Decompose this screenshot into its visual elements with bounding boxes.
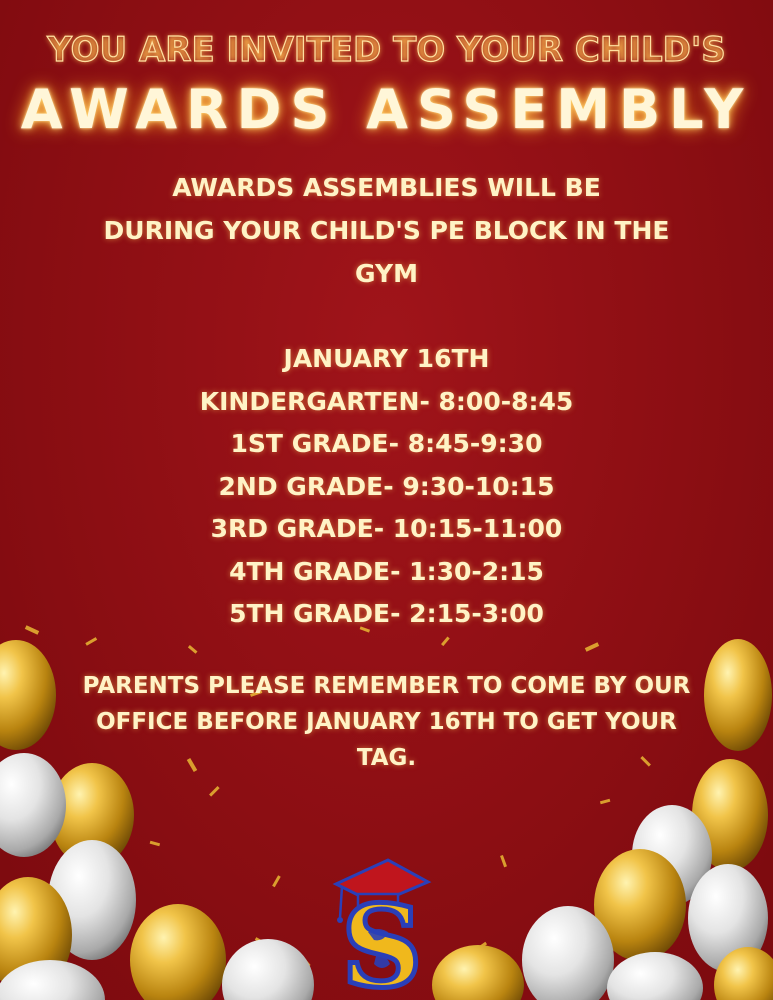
schedule-item-5th-grade: 5TH GRADE- 2:15-3:00 <box>229 599 544 628</box>
invite-line: YOU ARE INVITED TO YOUR CHILD'S <box>47 30 726 70</box>
intro-line: AWARDS ASSEMBLIES WILL BE <box>172 173 601 202</box>
page-title: AWARDS ASSEMBLY <box>20 78 753 141</box>
intro-line: GYM <box>355 259 418 288</box>
notice-line: OFFICE BEFORE JANUARY 16TH TO GET YOUR <box>96 709 677 735</box>
notice-line: TAG. <box>356 745 417 771</box>
schedule-item-3rd-grade: 3RD GRADE- 10:15-11:00 <box>210 514 563 543</box>
schedule-item-1st-grade: 1ST GRADE- 8:45-9:30 <box>230 429 543 458</box>
logo-letter: S <box>341 882 423 994</box>
schedule-item-kindergarten: KINDERGARTEN- 8:00-8:45 <box>199 386 574 416</box>
intro-text <box>0 166 773 295</box>
intro-line: DURING YOUR CHILD'S PE BLOCK IN THE <box>103 216 670 245</box>
school-logo-icon <box>328 852 432 994</box>
schedule-item-4th-grade: 4TH GRADE- 1:30-2:15 <box>229 556 544 586</box>
parent-notice <box>0 668 773 776</box>
schedule-list <box>0 338 773 636</box>
schedule-item-2nd-grade: 2ND GRADE- 9:30-10:15 <box>218 471 555 501</box>
notice-line: PARENTS PLEASE REMEMBER TO COME BY OUR <box>82 673 691 699</box>
event-date: JANUARY 16TH <box>283 344 490 373</box>
